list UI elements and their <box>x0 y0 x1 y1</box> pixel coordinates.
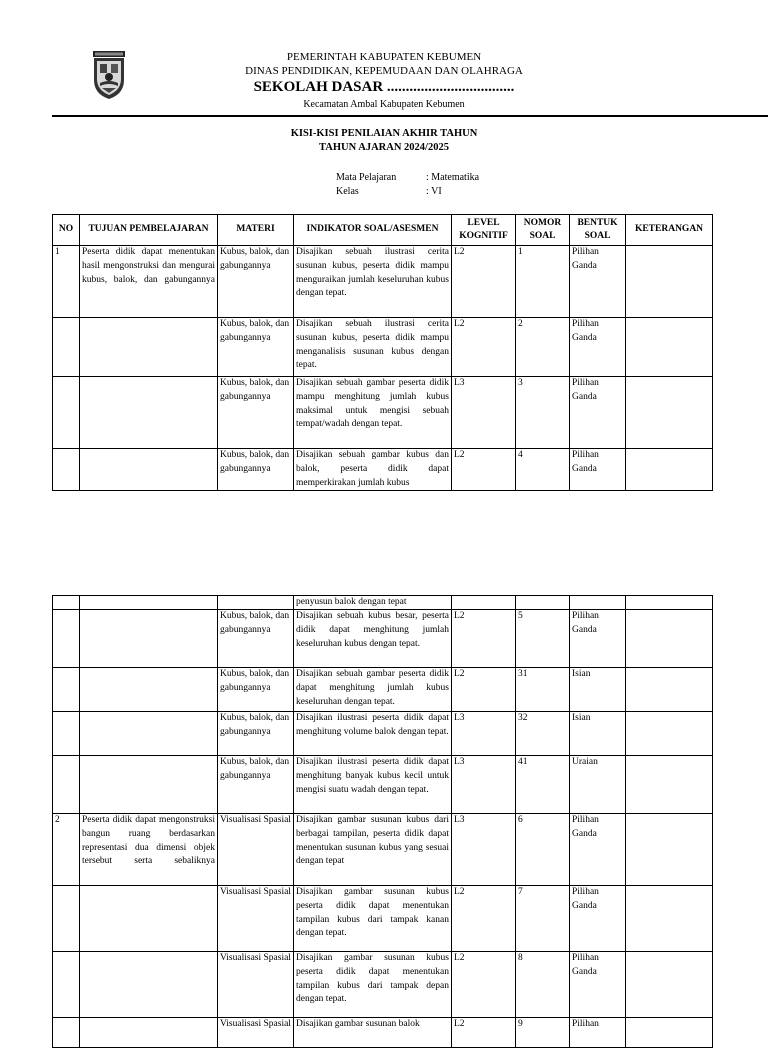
cell-keterangan <box>626 377 713 449</box>
cell-indikator: Disajikan sebuah gambar kubus dan balok, peserta didik dapat memperkirakan jumlah kubus <box>294 449 452 491</box>
cell-level <box>452 596 516 610</box>
cell-keterangan <box>626 668 713 712</box>
cell-keterangan <box>626 952 713 1018</box>
cell-indikator: Disajikan gambar susunan kubus peserta didik dapat menentukan tampilan kubus dari tampak kanan dengan tepat. <box>294 886 452 952</box>
cell-no <box>53 377 80 449</box>
cell-materi: Kubus, balok, dan gabungannya <box>218 377 294 449</box>
cell-materi <box>218 596 294 610</box>
cell-bentuk: Uraian <box>570 756 626 814</box>
cell-materi: Kubus, balok, dan gabungannya <box>218 712 294 756</box>
cell-bentuk: Pilihan Ganda <box>570 246 626 318</box>
cell-bentuk: Pilihan <box>570 1018 626 1048</box>
cell-level: L2 <box>452 1018 516 1048</box>
cell-tujuan <box>80 712 218 756</box>
cell-no <box>53 318 80 377</box>
cell-materi: Kubus, balok, dan gabungannya <box>218 610 294 668</box>
cell-no <box>53 668 80 712</box>
cell-no: 2 <box>53 814 80 886</box>
cell-nomor: 31 <box>516 668 570 712</box>
cell-nomor <box>516 596 570 610</box>
cell-keterangan <box>626 449 713 491</box>
cell-nomor: 8 <box>516 952 570 1018</box>
header-divider <box>52 115 768 117</box>
table-row <box>53 1018 713 1048</box>
cell-indikator: Disajikan ilustrasi peserta didik dapat menghitung banyak kubus kecil untuk mengisi suatu wadah dengan tepat. <box>294 756 452 814</box>
cell-indikator: Disajikan sebuah ilustrasi cerita susunan kubus, peserta didik mampu menganalisis susunan kubus dengan tepat. <box>294 318 452 377</box>
cell-bentuk: Pilihan Ganda <box>570 952 626 1018</box>
cell-tujuan <box>80 756 218 814</box>
col-header-indikator: INDIKATOR SOAL/ASESMEN <box>294 215 452 246</box>
cell-indikator: Disajikan sebuah ilustrasi cerita susunan kubus, peserta didik mampu menguraikan jumlah keseluruhan kubus dengan tepat. <box>294 246 452 318</box>
cell-level: L3 <box>452 814 516 886</box>
table-header-row <box>53 215 713 246</box>
col-header-keterangan: KETERANGAN <box>626 215 713 246</box>
cell-keterangan <box>626 1018 713 1048</box>
table-row <box>53 952 713 1018</box>
table-row <box>53 449 713 491</box>
cell-indikator: Disajikan gambar susunan kubus peserta didik dapat menentukan tampilan kubus dari tampak depan dengan tepat. <box>294 952 452 1018</box>
cell-keterangan <box>626 596 713 610</box>
cell-keterangan <box>626 318 713 377</box>
cell-bentuk: Pilihan Ganda <box>570 449 626 491</box>
cell-bentuk: Isian <box>570 712 626 756</box>
cell-nomor: 7 <box>516 886 570 952</box>
cell-level: L3 <box>452 377 516 449</box>
table-row <box>53 246 713 318</box>
col-header-nomor: NOMOR SOAL <box>516 215 570 246</box>
cell-indikator: penyusun balok dengan tepat <box>294 596 452 610</box>
cell-keterangan <box>626 610 713 668</box>
cell-tujuan <box>80 449 218 491</box>
table-row <box>53 756 713 814</box>
subject-label: Mata Pelajaran <box>336 172 397 183</box>
department-name: DINAS PENDIDIKAN, KEPEMUDAAN DAN OLAHRAGA <box>245 65 523 77</box>
table-row <box>53 318 713 377</box>
class-value: : VI <box>426 186 442 197</box>
cell-materi: Visualisasi Spasial <box>218 952 294 1018</box>
cell-level: L2 <box>452 610 516 668</box>
cell-level: L2 <box>452 952 516 1018</box>
cell-no <box>53 712 80 756</box>
table-row <box>53 814 713 886</box>
cell-level: L3 <box>452 712 516 756</box>
cell-tujuan <box>80 596 218 610</box>
cell-tujuan <box>80 610 218 668</box>
cell-indikator: Disajikan sebuah gambar peserta didik dapat menghitung jumlah kubus keseluruhan dengan tepat. <box>294 668 452 712</box>
cell-tujuan <box>80 886 218 952</box>
table-row <box>53 712 713 756</box>
cell-bentuk: Pilihan Ganda <box>570 318 626 377</box>
cell-indikator: Disajikan gambar susunan kubus dari berbagai tampilan, peserta didik dapat menentukan susunan kubus yang sesuai dengan tepat <box>294 814 452 886</box>
cell-tujuan: Peserta didik dapat mengonstruksi bangun ruang berdasarkan representasi dua dimensi objek tersebut serta sebaliknya <box>80 814 218 886</box>
cell-tujuan <box>80 952 218 1018</box>
col-header-level: LEVEL KOGNITIF <box>452 215 516 246</box>
cell-bentuk: Pilihan Ganda <box>570 377 626 449</box>
cell-bentuk: Pilihan Ganda <box>570 814 626 886</box>
cell-tujuan: Peserta didik dapat menentukan hasil mengonstruksi dan mengurai kubus, balok, dan gabungannya <box>80 246 218 318</box>
table-row <box>53 596 713 610</box>
cell-bentuk: Pilihan Ganda <box>570 610 626 668</box>
cell-keterangan <box>626 756 713 814</box>
government-name: PEMERINTAH KABUPATEN KEBUMEN <box>286 51 482 63</box>
cell-keterangan <box>626 886 713 952</box>
cell-level: L2 <box>452 886 516 952</box>
school-address: Kecamatan Ambal Kabupaten Kebumen <box>303 99 465 110</box>
cell-materi: Visualisasi Spasial <box>218 814 294 886</box>
cell-level: L3 <box>452 756 516 814</box>
document-title: KISI-KISI PENILAIAN AKHIR TAHUN <box>290 128 478 139</box>
cell-indikator: Disajikan gambar susunan balok <box>294 1018 452 1048</box>
cell-materi: Kubus, balok, dan gabungannya <box>218 668 294 712</box>
cell-no <box>53 756 80 814</box>
cell-no <box>53 952 80 1018</box>
cell-bentuk: Pilihan Ganda <box>570 886 626 952</box>
table-row <box>53 610 713 668</box>
cell-level: L2 <box>452 449 516 491</box>
cell-level: L2 <box>452 246 516 318</box>
academic-year: TAHUN AJARAN 2024/2025 <box>319 142 449 153</box>
cell-indikator: Disajikan sebuah gambar peserta didik mampu menghitung jumlah kubus maksimal untuk mengisi sebuah tempat/wadah dengan tepat. <box>294 377 452 449</box>
cell-nomor: 6 <box>516 814 570 886</box>
cell-nomor: 5 <box>516 610 570 668</box>
cell-nomor: 1 <box>516 246 570 318</box>
cell-no <box>53 596 80 610</box>
col-header-bentuk: BENTUK SOAL <box>570 215 626 246</box>
cell-no <box>53 886 80 952</box>
cell-no: 1 <box>53 246 80 318</box>
cell-tujuan <box>80 1018 218 1048</box>
table-row <box>53 377 713 449</box>
class-info <box>336 187 442 197</box>
cell-indikator: Disajikan sebuah kubus besar, peserta didik dapat menghitung jumlah keseluruhan kubus dengan tepat. <box>294 610 452 668</box>
cell-nomor: 41 <box>516 756 570 814</box>
table-row <box>53 886 713 952</box>
cell-no <box>53 449 80 491</box>
cell-nomor: 2 <box>516 318 570 377</box>
cell-indikator: Disajikan ilustrasi peserta didik dapat menghitung volume balok dengan tepat. <box>294 712 452 756</box>
cell-keterangan <box>626 246 713 318</box>
col-header-materi: MATERI <box>218 215 294 246</box>
col-header-tujuan: TUJUAN PEMBELAJARAN <box>80 215 218 246</box>
cell-keterangan <box>626 712 713 756</box>
cell-tujuan <box>80 318 218 377</box>
cell-materi: Kubus, balok, dan gabungannya <box>218 246 294 318</box>
cell-level: L2 <box>452 318 516 377</box>
cell-tujuan <box>80 377 218 449</box>
cell-bentuk: Isian <box>570 668 626 712</box>
cell-nomor: 32 <box>516 712 570 756</box>
cell-materi: Kubus, balok, dan gabungannya <box>218 756 294 814</box>
cell-level: L2 <box>452 668 516 712</box>
cell-materi: Visualisasi Spasial <box>218 886 294 952</box>
school-name: SEKOLAH DASAR .................................. <box>253 79 515 95</box>
kisi-kisi-table-page-1 <box>52 214 713 491</box>
cell-nomor: 4 <box>516 449 570 491</box>
class-label: Kelas <box>336 186 359 197</box>
subject-value: : Matematika <box>426 172 480 183</box>
cell-materi: Kubus, balok, dan gabungannya <box>218 449 294 491</box>
cell-materi: Visualisasi Spasial <box>218 1018 294 1048</box>
cell-bentuk <box>570 596 626 610</box>
cell-materi: Kubus, balok, dan gabungannya <box>218 318 294 377</box>
subject-info <box>336 173 479 183</box>
cell-tujuan <box>80 668 218 712</box>
col-header-no: NO <box>53 215 80 246</box>
cell-nomor: 3 <box>516 377 570 449</box>
cell-nomor: 9 <box>516 1018 570 1048</box>
cell-no <box>53 610 80 668</box>
cell-keterangan <box>626 814 713 886</box>
kisi-kisi-table-page-2 <box>52 595 713 1048</box>
cell-no <box>53 1018 80 1048</box>
table-row <box>53 668 713 712</box>
